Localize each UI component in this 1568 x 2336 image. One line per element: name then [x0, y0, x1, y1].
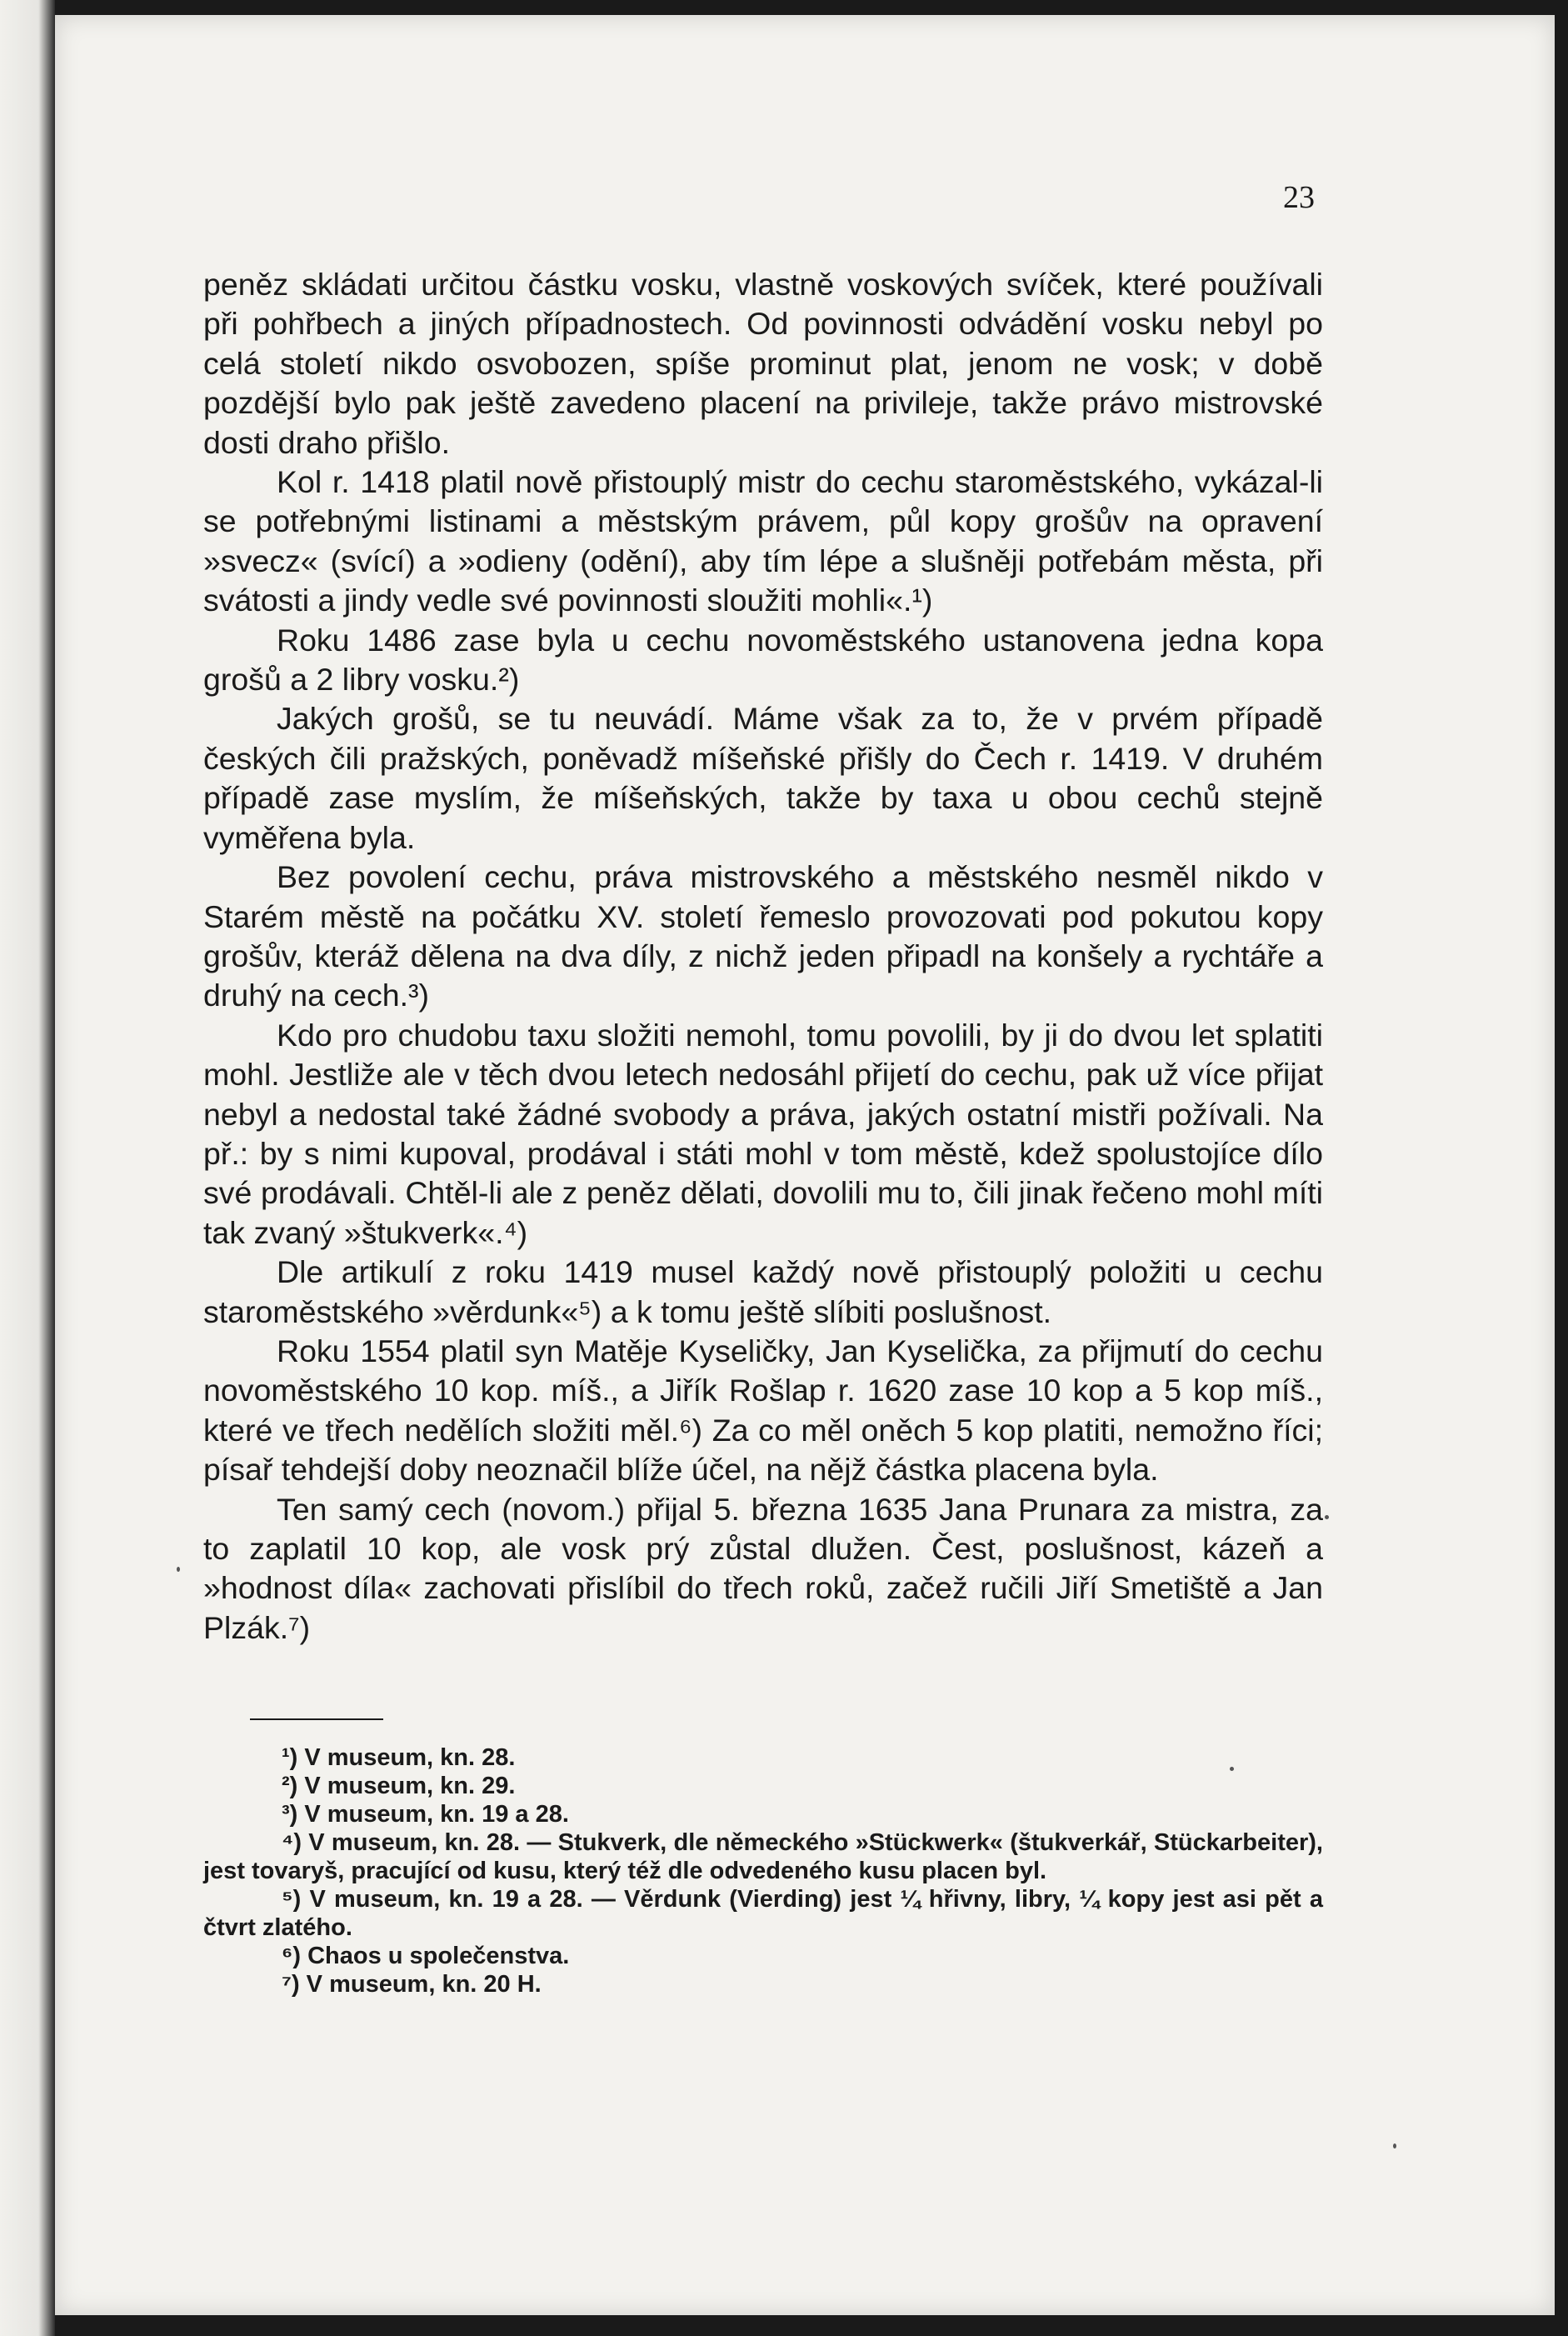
paragraph: Dle artikulí z roku 1419 musel každý nově přistouplý položiti u cechu staroměstského »věrdunk«⁵) a k tomu ještě slíbiti poslušnost. [203, 1254, 1323, 1329]
print-speck [177, 1567, 180, 1572]
paragraph: Jakých grošů, se tu neuvádí. Máme však za to, že v prvém případě českých čili pražských, poněvadž míšeňské přišly do Čech r. 1419. V druhém případě zase myslím, že míšeňských, takže by taxa u obou cechů stejně vyměřena byla. [203, 701, 1323, 855]
footnote: ⁶) Chaos u společenstva. [282, 1943, 570, 1969]
page-number: 23 [1283, 180, 1315, 215]
paragraph: Ten samý cech (novom.) přijal 5. března 1635 Jana Prunara za mistra, za to zaplatil 10 kop, ale vosk prý zůstal dlužen. Čest, poslušnost, kázeň a »hodnost díla« zachovati přislíbil do třech roků, začež ručili Jiří Smetiště a Jan Plzák.⁷) [203, 1491, 1323, 1645]
paragraph: Bez povolení cechu, práva mistrovského a městského nesměl nikdo v Starém městě na počátku XV. století řemeslo provozovati pod pokutou kopy grošův, kteráž dělena na dva díly, z nichž jeden připadl na konšely a rychtáře a druhý na cech.³) [203, 859, 1323, 1013]
paragraph: Kol r. 1418 platil nově přistouplý mistr do cechu staroměstského, vykázal-li se potřebnými listinami a městským právem, půl kopy grošův na opravení »svecz« (svící) a »odieny (odění), aby tím lépe a slušněji potřebám města, při svátosti a jindy vedle své povinnosti sloužiti mohli«.¹) [203, 464, 1323, 618]
paragraph: Kdo pro chudobu taxu složiti nemohl, tomu povolili, by ji do dvou let splatiti mohl. Jestliže ale v těch dvou letech nedosáhl přijetí do cechu, pak už více přijat nebyl a nedostal také žádné svobody a práva, jakých ostatní mistři požívali. Na př.: by s nimi kupoval, prodával i státi mohl v tom městě, kdež spolustojíce dílo své prodávali. Chtěl-li ale z peněz dělati, dovolili mu to, čili jinak řečeno mohl míti tak zvaný »štukverk«.⁴) [203, 1017, 1323, 1250]
left-page-edge [0, 0, 55, 2336]
paragraph: Roku 1554 platil syn Matěje Kyseličky, Jan Kyselička, za přijmutí do cechu novoměstského 10 kop. míš., a Jiřík Rošlap r. 1620 zase 10 kop a 5 kop míš., které ve třech nedělích složiti měl.⁶) Za co měl oněch 5 kop platiti, nemožno říci; písař tehdejší doby neoznačil blíže účel, na nějž částka placena byla. [203, 1333, 1323, 1488]
footnote: ¹) V museum, kn. 28. [282, 1744, 516, 1771]
footnote: ³) V museum, kn. 19 a 28. [282, 1801, 569, 1828]
paragraph: Roku 1486 zase byla u cechu novoměstského ustanovena jedna kopa grošů a 2 libry vosku.²) [203, 622, 1323, 698]
print-speck [1325, 1515, 1329, 1519]
footnotes [203, 1743, 1323, 1998]
footnote-divider [250, 1718, 383, 1720]
paragraph: peněz skládati určitou částku vosku, vlastně voskových svíček, které používali při pohřbech a jiných případnostech. Od povinnosti odvádění vosku nebyl po celá století nikdo osvobozen, spíše prominut plat, jenom ne vosk; v době pozdější bylo pak ještě zavedeno placení na privileje, takže právo mistrovské dosti draho přišlo. [203, 267, 1323, 460]
footnote: ²) V museum, kn. 29. [282, 1773, 516, 1799]
footnote: ⁴) V museum, kn. 28. — Stukverk, dle německého »Stückwerk« (štukverkář, Stückarbeiter), jest tovaryš, pracující od kusu, který též dle odvedeného kusu placen byl. [203, 1829, 1323, 1884]
footnote: ⁵) V museum, kn. 19 a 28. — Věrdunk (Vierding) jest ¼ hřivny, libry, ¼ kopy jest asi pět a čtvrt zlatého. [203, 1886, 1323, 1941]
footnote: ⁷) V museum, kn. 20 H. [282, 1971, 542, 1998]
main-text [203, 265, 1323, 1648]
print-speck [1393, 2143, 1396, 2148]
print-speck [1230, 1767, 1234, 1771]
